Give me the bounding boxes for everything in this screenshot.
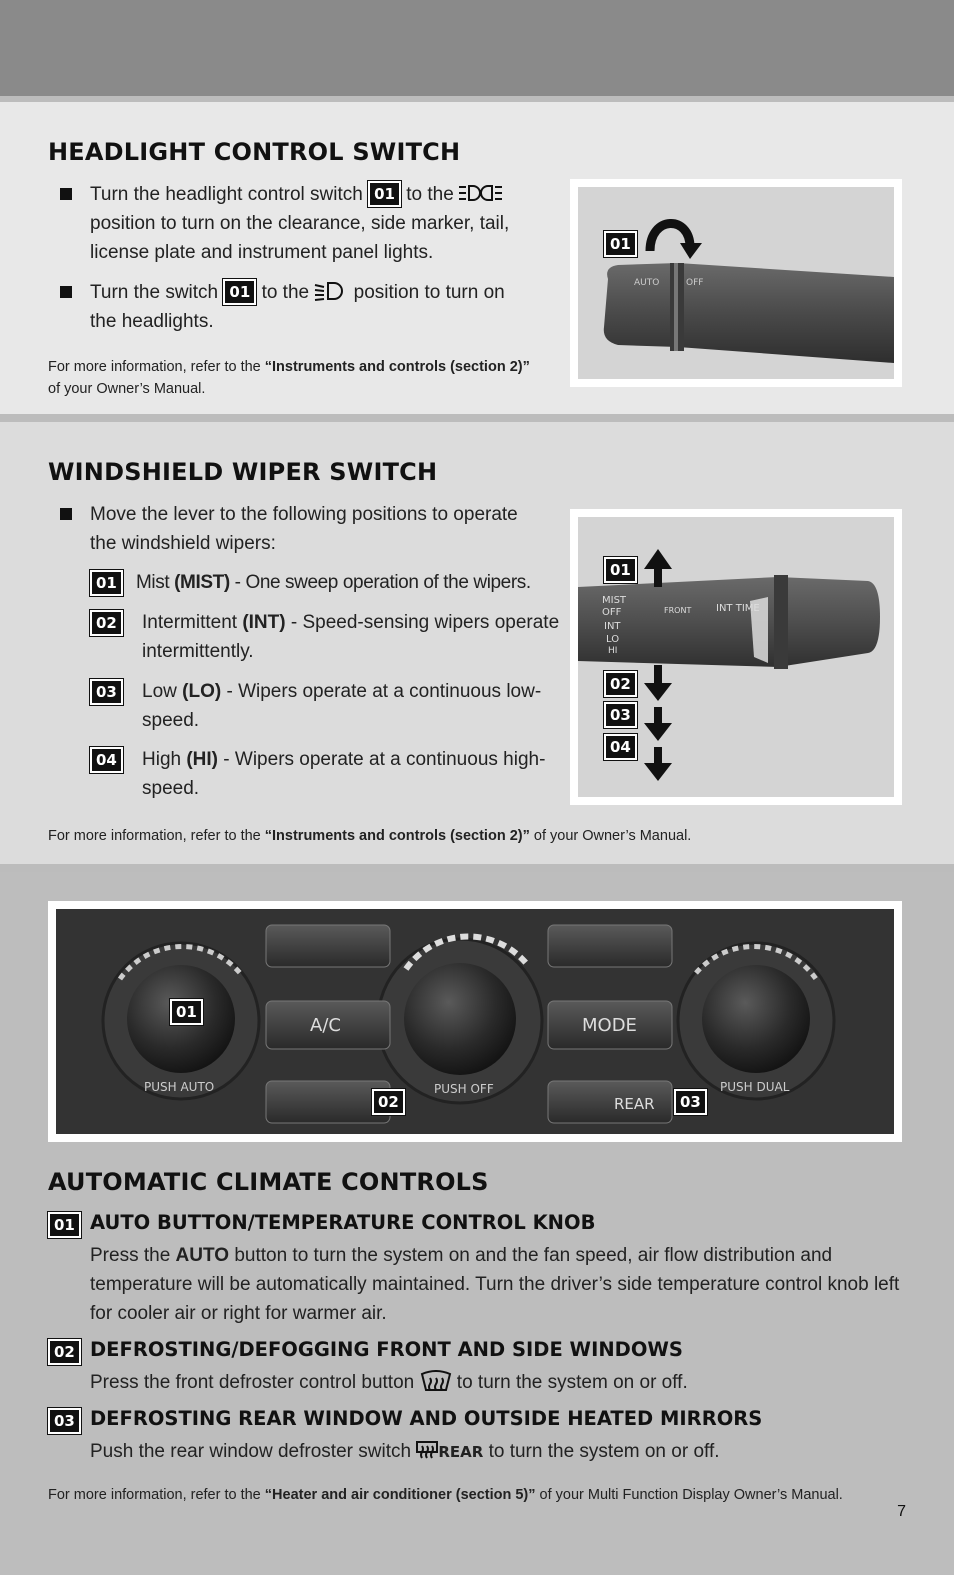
svg-text:LO: LO bbox=[606, 634, 620, 645]
svg-text:PUSH DUAL: PUSH DUAL bbox=[720, 1080, 790, 1094]
auto-label: AUTO bbox=[634, 278, 660, 288]
climate-title: AUTOMATIC CLIMATE CONTROLS bbox=[48, 1168, 489, 1196]
headlight-reference-note: For more information, refer to the “Instruments and controls (section 2)” of your Owner’s Manual. bbox=[48, 359, 530, 397]
wiper-item-hi: 04 High (HI) - Wipers operate at a continuous high-speed. bbox=[90, 745, 560, 803]
svg-text:PUSH OFF: PUSH OFF bbox=[434, 1082, 494, 1096]
callout-badge-01: 01 bbox=[170, 999, 203, 1025]
svg-text:HI: HI bbox=[608, 646, 618, 656]
headlight-switch-photo bbox=[570, 179, 902, 387]
climate-item-rear-defrost: 03 DEFROSTING REAR WINDOW AND OUTSIDE HEATED MIRRORS Push the rear window defroster switch REAR to turn the system on or off. bbox=[48, 1407, 908, 1467]
bullet-square-icon bbox=[60, 286, 72, 298]
top-banner bbox=[0, 0, 954, 96]
svg-text:OFF: OFF bbox=[602, 607, 622, 618]
bullet-square-icon bbox=[60, 188, 72, 200]
climate-panel-photo bbox=[48, 901, 902, 1142]
callout-badge-01: 01 bbox=[604, 557, 637, 583]
wiper-bullet: Move the lever to the following positions to operate the windshield wipers: bbox=[60, 500, 530, 558]
climate-reference-note: For more information, refer to the “Heater and air conditioner (section 5)” of your Multi Function Display Owner’s Manual. bbox=[48, 1487, 843, 1503]
rear-button-label: REAR bbox=[614, 1095, 655, 1113]
wiper-section bbox=[0, 422, 954, 864]
callout-badge-04: 04 bbox=[604, 734, 637, 760]
page-number: 7 bbox=[897, 1503, 906, 1520]
callout-badge-02: 02 bbox=[604, 671, 637, 697]
clearance-lights-icon bbox=[459, 183, 505, 203]
headlight-section bbox=[0, 102, 954, 414]
climate-item-auto: 01 AUTO BUTTON/TEMPERATURE CONTROL KNOB Press the AUTO button to turn the system on and the fan speed, air flow distribution and temperature will be automatically maintained. Turn the driver’s side temperature control knob left for cooler air or right for warmer air. bbox=[48, 1211, 908, 1329]
headlight-bullet-2: Turn the switch 01 to the position to turn on the headlights. bbox=[60, 278, 530, 336]
wiper-item-lo: 03 Low (LO) - Wipers operate at a continuous low-speed. bbox=[90, 677, 560, 735]
svg-text:INT TIME: INT TIME bbox=[716, 603, 760, 614]
wiper-item-int: 02 Intermittent (INT) - Speed-sensing wipers operate intermittently. bbox=[90, 608, 560, 666]
front-defroster-icon bbox=[420, 1370, 452, 1392]
climate-section bbox=[0, 872, 954, 1575]
wiper-switch-photo bbox=[570, 509, 902, 805]
off-label: OFF bbox=[686, 278, 704, 288]
callout-badge-01: 01 bbox=[604, 231, 637, 257]
svg-text:FRONT: FRONT bbox=[664, 606, 692, 615]
bullet-square-icon bbox=[60, 508, 72, 520]
svg-text:MIST: MIST bbox=[602, 595, 627, 606]
callout-badge: 01 bbox=[368, 181, 401, 207]
headlight-lever-illustration bbox=[578, 187, 894, 379]
callout-badge-03: 03 bbox=[604, 702, 637, 728]
callout-badge-02: 02 bbox=[372, 1089, 405, 1115]
callout-badge: 01 bbox=[223, 279, 256, 305]
svg-text:PUSH AUTO: PUSH AUTO bbox=[144, 1080, 215, 1094]
wiper-reference-note: For more information, refer to the “Instruments and controls (section 2)” of your Owner’s Manual. bbox=[48, 828, 692, 844]
svg-text:INT: INT bbox=[604, 621, 621, 632]
headlight-title: HEADLIGHT CONTROL SWITCH bbox=[48, 138, 461, 166]
rear-defroster-icon bbox=[416, 1440, 438, 1460]
wiper-title: WINDSHIELD WIPER SWITCH bbox=[48, 458, 438, 486]
headlight-bullet-1: Turn the headlight control switch 01 to the position to turn on the clearance, side marker, tail, license plate and instrument panel lights. bbox=[60, 180, 530, 267]
callout-badge-03: 03 bbox=[674, 1089, 707, 1115]
headlight-icon bbox=[314, 281, 348, 301]
ac-button-label: A/C bbox=[310, 1015, 341, 1036]
mode-button-label: MODE bbox=[582, 1015, 637, 1036]
wiper-item-mist: 01 Mist (MIST) - One sweep operation of the wipers. bbox=[90, 568, 560, 597]
climate-item-front-defrost: 02 DEFROSTING/DEFOGGING FRONT AND SIDE WINDOWS Press the front defroster control button to turn the system on or off. bbox=[48, 1338, 908, 1398]
